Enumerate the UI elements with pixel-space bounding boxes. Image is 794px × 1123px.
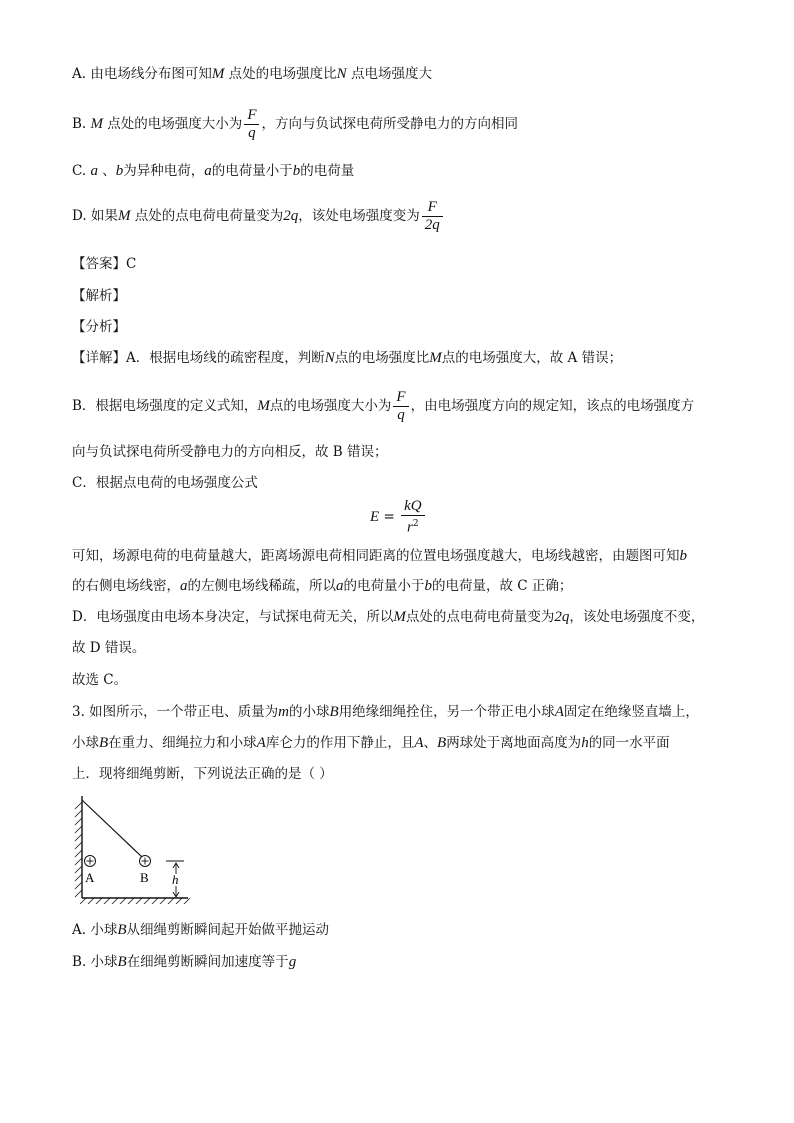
var-2q: 2q: [283, 208, 299, 224]
formula-lhs: E: [370, 508, 380, 525]
var-a: a: [336, 578, 344, 594]
option-c-prefix: C.: [72, 163, 91, 179]
var-a: A: [414, 735, 424, 751]
detail-text: ，该处电场强度不变，: [569, 609, 705, 625]
wall-hatch: [75, 802, 82, 897]
detail-text: 点的电场强度比: [334, 350, 430, 366]
fraction-f-over-q: [393, 389, 408, 424]
var-h: h: [581, 735, 589, 751]
q3-option-text: B. 小球: [72, 954, 118, 970]
detail-line-1: [72, 348, 622, 368]
fraction-f-over-2q: [422, 199, 443, 234]
formula-numerator: kQ: [401, 498, 425, 516]
var-n: N: [336, 66, 347, 82]
detail-text: 点处的点电荷电荷量变为: [405, 609, 555, 625]
detail-text: 的电荷量，故 C 正确；: [432, 578, 573, 594]
var-g: g: [288, 954, 297, 970]
var-b: B: [99, 735, 109, 751]
ground-hatch: [80, 898, 190, 904]
question-3-line-1: [72, 702, 699, 722]
var-a: A: [554, 704, 564, 720]
detail-line-6: [72, 576, 572, 596]
analysis-label: 【解析】: [72, 288, 126, 304]
q3-text: 用绝缘细绳拴住，另一个带正电小球: [338, 704, 555, 720]
var-m: M: [211, 66, 225, 82]
detail-text: B．根据电场强度的定义式知，: [72, 398, 258, 414]
var-a: a: [90, 163, 98, 179]
frac-den: q: [248, 125, 256, 141]
option-b-prefix: B.: [72, 116, 91, 132]
var-m: M: [429, 350, 442, 366]
frac-den: 2q: [424, 217, 440, 233]
formula-denominator: [401, 516, 425, 537]
var-b: b: [679, 548, 687, 564]
option-b: [72, 104, 518, 144]
var-a: A: [256, 735, 266, 751]
formula-fraction: [401, 498, 425, 537]
detail-line-3: 向与负试探电荷所受静电力的方向相反，故 B 错误；: [72, 444, 388, 460]
q3-text: 库仑力的作用下静止，且: [265, 735, 415, 751]
q3-option-text: A. 小球: [72, 922, 118, 938]
var-2q: 2q: [554, 609, 570, 625]
q3-text: 、: [423, 735, 438, 751]
var-m: M: [393, 609, 406, 625]
exponent: 2: [412, 519, 419, 529]
var-b: B: [437, 735, 447, 751]
var-b: B: [117, 922, 127, 938]
q3-option-text: 在细绳剪断瞬间加速度等于: [126, 954, 289, 970]
q3-text: 在重力、细绳拉力和小球: [108, 735, 257, 751]
var-b: b: [292, 163, 301, 179]
label-a: A: [85, 870, 95, 885]
option-c-text: 为异种电荷，: [123, 163, 205, 179]
fraction-f-over-q: [244, 107, 259, 142]
q3-option-b: [72, 952, 296, 972]
question-3-line-2: [72, 733, 670, 753]
option-c-text-end: 的电荷量: [300, 163, 355, 179]
var-b: B: [329, 704, 339, 720]
option-b-text-end: ，方向与负试探电荷所受静电力的方向相同: [261, 116, 518, 132]
ball-a: [85, 856, 96, 867]
option-b-text: 点处的电场强度大小为: [103, 116, 243, 132]
var-m: M: [257, 398, 270, 414]
var-m: M: [117, 208, 131, 224]
frac-den: q: [397, 407, 405, 423]
equals-sign: =: [383, 508, 395, 525]
frac-num: F: [422, 199, 443, 217]
q3-text: 3. 如图所示，一个带正电、质量为: [72, 704, 279, 720]
option-a: [72, 64, 432, 84]
q3-text: 的同一水平面: [588, 735, 670, 751]
answer-line: [72, 254, 136, 274]
q3-text: 两球处于离地面高度为: [446, 735, 582, 751]
detail-text: 可知，场源电荷的电荷量越大，距离场源电荷相同距离的位置电场强度越大，电场线越密，由题图可知: [72, 548, 680, 564]
option-d-text: 点处的点电荷电荷量变为: [130, 208, 284, 224]
label-h: h: [172, 872, 179, 887]
option-c: [72, 161, 354, 181]
detail-line-8: 故 D 错误。: [72, 640, 146, 656]
detail-text: ，由电场强度方向的规定知，该点的电场强度方: [410, 398, 695, 414]
var-n: N: [324, 350, 335, 366]
question-3-line-3: 上．现将细绳剪断，下列说法正确的是（ ）: [72, 766, 333, 782]
option-c-text: 、: [97, 163, 116, 179]
detail-text: 点的电场强度大，故 A 错误；: [441, 350, 623, 366]
option-d-text: ，该处电场强度变为: [298, 208, 420, 224]
var-m: M: [90, 116, 104, 132]
detail-text: 点的电场强度大小为: [269, 398, 392, 414]
string-line: [82, 800, 142, 857]
detail-text: 【详解】A．根据电场线的疏密程度，判断: [72, 350, 325, 366]
physics-figure: [70, 790, 200, 910]
option-d-text: D. 如果: [72, 208, 118, 224]
var-a: a: [204, 163, 212, 179]
q3-text: 固定在绝缘竖直墙上，: [563, 704, 699, 720]
var-b: b: [424, 578, 432, 594]
option-c-text: 的电荷量小于: [211, 163, 293, 179]
label-b: B: [140, 870, 149, 885]
ball-b: [140, 856, 151, 867]
detail-text: 的左侧电场线稀疏，所以: [187, 578, 336, 594]
var-m: m: [278, 704, 290, 720]
option-a-text-end: 点电场强度大: [346, 66, 432, 82]
detail-line-9: 故选 C。: [72, 672, 128, 688]
detail-text: D．电场强度由电场本身决定，与试探电荷无关，所以: [72, 609, 394, 625]
detail-text: 的电荷量小于: [343, 578, 425, 594]
var-b: B: [117, 954, 127, 970]
formula-e-kq-r2: [370, 498, 427, 537]
answer-value: C: [126, 256, 137, 272]
frac-num: F: [244, 107, 259, 125]
option-a-text: A. 由电场线分布图可知: [72, 66, 212, 82]
var-b: b: [115, 163, 124, 179]
option-a-text-mid: 点处的电场强度比: [224, 66, 337, 82]
var-r: r: [407, 519, 413, 536]
q3-option-text: 从细绳剪断瞬间起开始做平抛运动: [126, 922, 330, 938]
var-a: a: [180, 578, 188, 594]
detail-line-2: [72, 386, 694, 426]
detail-line-4: C．根据点电荷的电场强度公式: [72, 475, 258, 491]
fenxi-label: 【分析】: [72, 319, 126, 335]
detail-text: 的右侧电场线密，: [72, 578, 180, 594]
q3-text: 小球: [72, 735, 99, 751]
detail-line-7: [72, 607, 704, 627]
q3-text: 的小球: [289, 704, 330, 720]
detail-line-5: [72, 546, 687, 566]
q3-option-a: [72, 920, 329, 940]
option-d: [72, 196, 445, 236]
frac-num: F: [393, 389, 408, 407]
answer-label: 【答案】: [72, 256, 126, 272]
